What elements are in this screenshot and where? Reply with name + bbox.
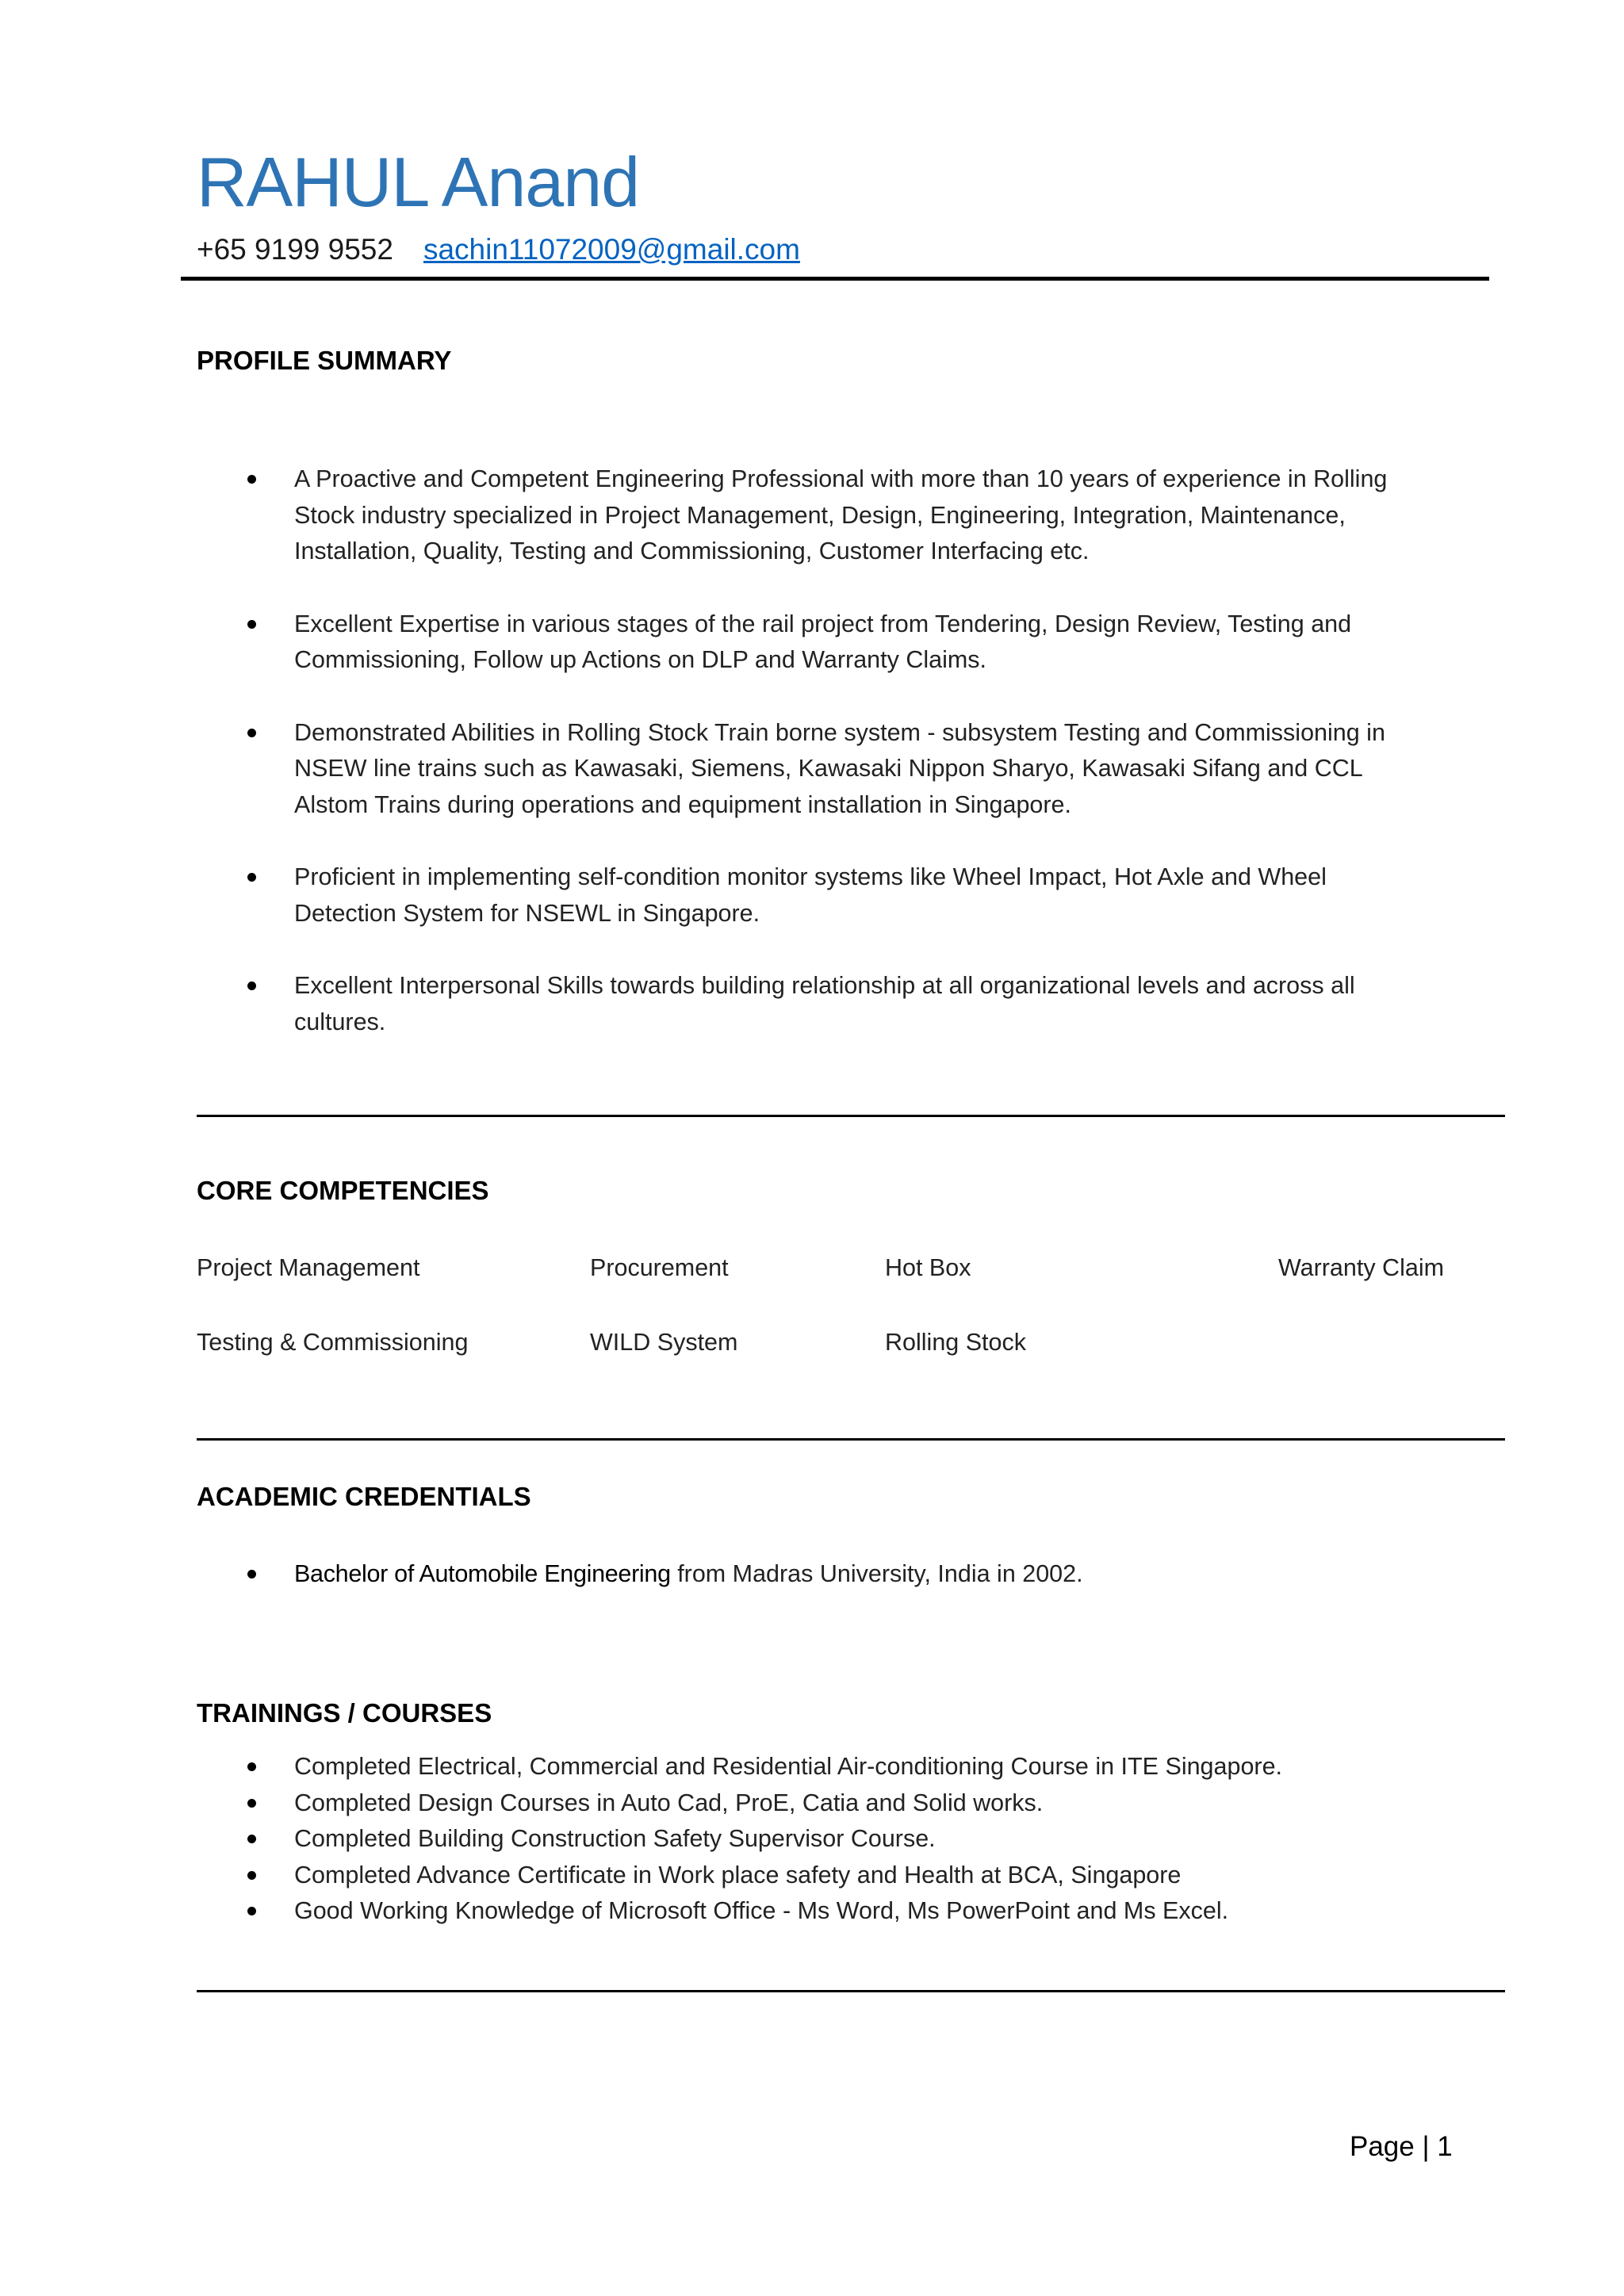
section-divider	[197, 1438, 1505, 1441]
section-title-profile-summary: PROFILE SUMMARY	[197, 346, 452, 375]
section-title-academic-credentials: ACADEMIC CREDENTIALS	[197, 1482, 531, 1511]
bullet-icon	[247, 1907, 256, 1915]
header-divider	[181, 277, 1489, 281]
training-list	[197, 1749, 1434, 1930]
profile-summary-list	[197, 461, 1434, 1077]
bullet-icon	[247, 1871, 256, 1880]
section-divider	[197, 1115, 1505, 1117]
list-item: Good Working Knowledge of Microsoft Office - Ms Word, Ms PowerPoint and Ms Excel.	[197, 1893, 1434, 1930]
section-title-trainings-courses: TRAININGS / COURSES	[197, 1698, 492, 1728]
list-item	[197, 1556, 1434, 1593]
bullet-icon	[247, 1570, 256, 1578]
page-number: Page | 1	[1350, 2131, 1453, 2162]
competency-item: WILD System	[590, 1329, 738, 1356]
list-item: Completed Advance Certificate in Work place safety and Health at BCA, Singapore	[197, 1858, 1434, 1894]
section-title-core-competencies: CORE COMPETENCIES	[197, 1176, 489, 1205]
contact-line	[197, 232, 800, 268]
competency-item: Rolling Stock	[885, 1329, 1026, 1356]
competency-item: Testing & Commissioning	[197, 1329, 469, 1356]
competency-item: Project Management	[197, 1254, 420, 1281]
email-link[interactable]: sachin11072009@gmail.com	[423, 233, 800, 266]
bullet-icon	[247, 475, 256, 484]
list-item: Demonstrated Abilities in Rolling Stock Train borne system - subsystem Testing and Commissioning in NSEW line trains such as Kawasaki, Siemens, Kawasaki Nippon Sharyo, Kawasaki Sifang and CCL Alstom Trains during operations and equipment installation in Singapore.	[197, 715, 1434, 824]
list-item: Completed Electrical, Commercial and Residential Air-conditioning Course in ITE Singapore.	[197, 1749, 1434, 1785]
list-item: A Proactive and Competent Engineering Professional with more than 10 years of experience in Rolling Stock industry specialized in Project Management, Design, Engineering, Integration, Maintenance, Installation, Quality, Testing and Commissioning, Customer Interfacing etc.	[197, 461, 1434, 570]
bullet-icon	[247, 620, 256, 629]
list-item: Completed Design Courses in Auto Cad, ProE, Catia and Solid works.	[197, 1785, 1434, 1822]
competency-item: Procurement	[590, 1254, 729, 1281]
bullet-icon	[247, 873, 256, 882]
degree-detail: from Madras University, India in 2002.	[670, 1560, 1083, 1587]
section-divider	[197, 1990, 1505, 1992]
list-item: Completed Building Construction Safety Supervisor Course.	[197, 1821, 1434, 1858]
bullet-icon	[247, 982, 256, 990]
list-item: Excellent Interpersonal Skills towards building relationship at all organizational levels and across all cultures.	[197, 968, 1434, 1040]
bullet-icon	[247, 729, 256, 737]
list-item: Excellent Expertise in various stages of the rail project from Tendering, Design Review, Testing and Commissioning, Follow up Actions on DLP and Warranty Claims.	[197, 607, 1434, 679]
academic-list	[197, 1556, 1434, 1593]
bullet-icon	[247, 1835, 256, 1843]
competency-item: Warranty Claim	[1278, 1254, 1445, 1281]
bullet-icon	[247, 1762, 256, 1771]
phone-number: +65 9199 9552	[197, 233, 393, 266]
candidate-name: RAHUL Anand	[197, 143, 640, 221]
list-item: Proficient in implementing self-condition monitor systems like Wheel Impact, Hot Axle and Wheel Detection System for NSEWL in Singapore.	[197, 859, 1434, 932]
bullet-icon	[247, 1799, 256, 1808]
competency-item: Hot Box	[885, 1254, 971, 1281]
degree-name: Bachelor of Automobile Engineering	[294, 1560, 671, 1587]
